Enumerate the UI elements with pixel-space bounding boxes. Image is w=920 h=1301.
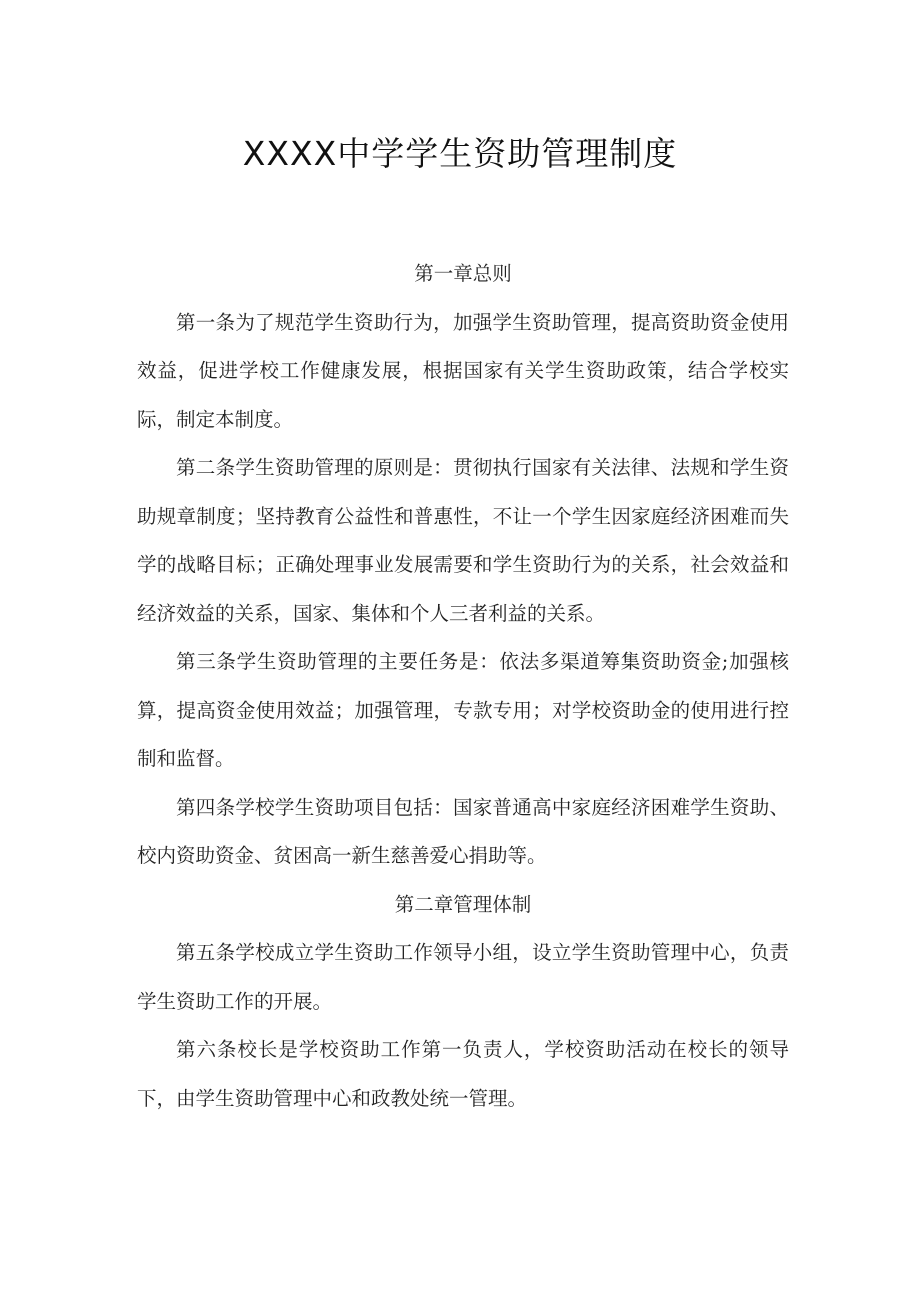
article-5: 第五条学校成立学生资助工作领导小组，设立学生资助管理中心，负责学生资助工作的开展。 — [137, 941, 789, 1013]
chapter-heading-management: 第二章管理体制 — [394, 892, 532, 916]
chapter-heading-general: 第一章总则 — [414, 262, 512, 285]
article-4: 第四条学校学生资助项目包括：国家普通高中家庭经济困难学生资助、校内资助资金、贫困高一新生慈善爱心捐助等。 — [137, 795, 789, 867]
document-body — [137, 250, 789, 1123]
article-1: 第一条为了规范学生资助行为，加强学生资助管理，提高资助资金使用效益，促进学校工作健康发展，根据国家有关学生资助政策，结合学校实际，制定本制度。 — [137, 310, 789, 431]
article-6: 第六条校长是学校资助工作第一负责人，学校资助活动在校长的领导下，由学生资助管理中心和政教处统一管理。 — [137, 1038, 789, 1110]
article-3: 第三条学生资助管理的主要任务是：依法多渠道筹集资助资金;加强核算，提高资金使用效益；加强管理，专款专用；对学校资助金的使用进行控制和监督。 — [137, 650, 789, 770]
article-2: 第二条学生资助管理的原则是：贯彻执行国家有关法律、法规和学生资助规章制度；坚持教育公益性和普惠性，不让一个学生因家庭经济困难而失学的战略目标；正确处理事业发展需要和学生资助行为的关系，社会效益和经济效益的关系，国家、集体和个人三者利益的关系。 — [137, 456, 789, 625]
document-title: XXXX中学学生资助管理制度 — [242, 134, 678, 173]
